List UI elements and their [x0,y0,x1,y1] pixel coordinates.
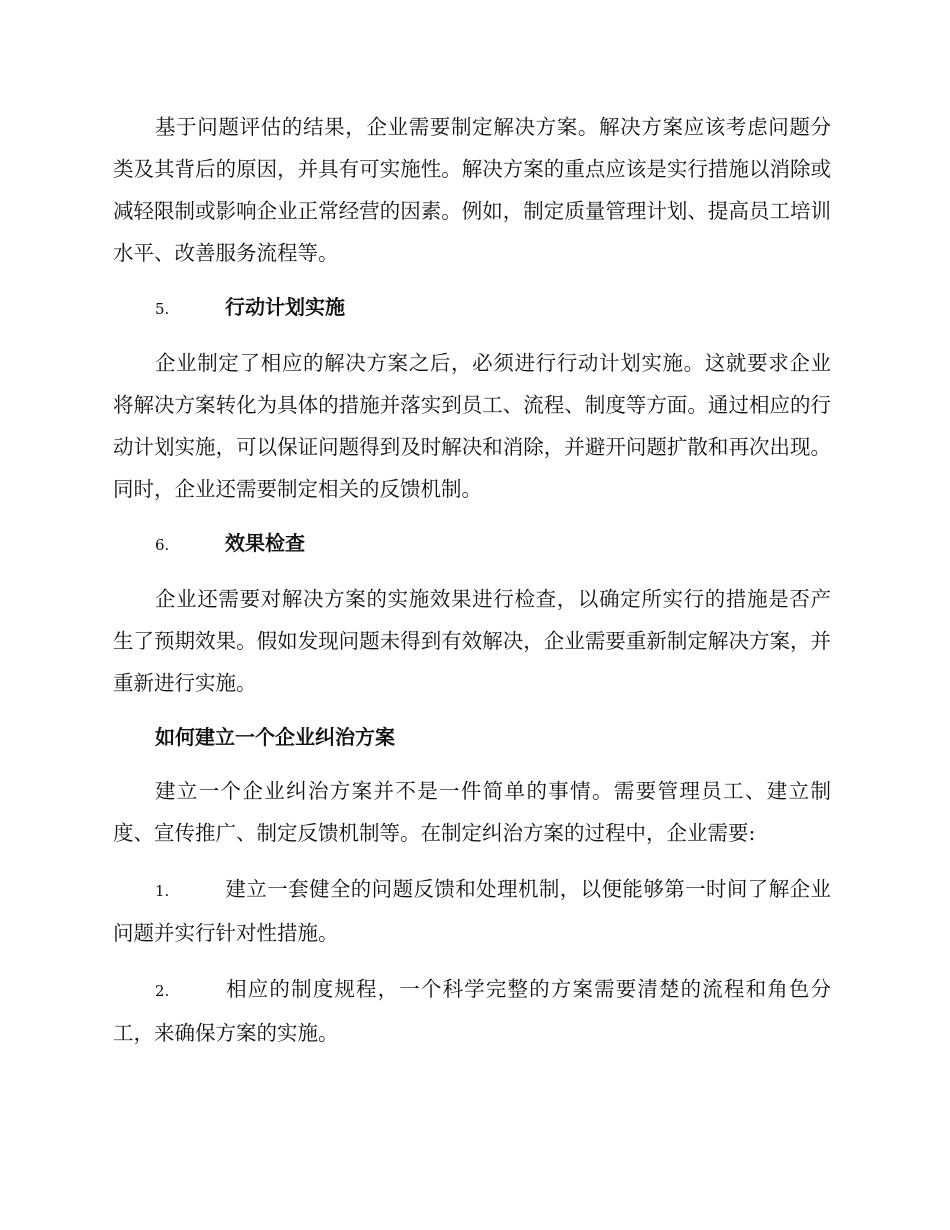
section-number: 5. [155,300,170,318]
list-text: 相应的制度规程，一个科学完整的方案需要清楚的流程和角色分工，来确保方案的实施。 [113,977,831,1045]
paragraph-solution: 基于问题评估的结果，企业需要制定解决方案。解决方案应该考虑问题分类及其背后的原因，并具有可实施性。解决方案的重点应该是实行措施以消除或减轻限制或影响企业正常经营的因素。例如，制定质量管理计划、提高员工培训水平、改善服务流程等。 [113,115,831,265]
section-title: 行动计划实施 [225,295,345,319]
list-number: 1. [155,882,170,900]
list-text: 建立一套健全的问题反馈和处理机制，以便能够第一时间了解企业问题并实行针对性措施。 [113,877,831,945]
section-title: 效果检查 [225,531,305,555]
heading-build-plan: 如何建立一个企业纠治方案 [155,725,395,749]
section-number: 6. [155,536,170,554]
paragraph-action: 企业制定了相应的解决方案之后，必须进行行动计划实施。这就要求企业将解决方案转化为具体的措施并落实到员工、流程、制度等方面。通过相应的行动计划实施，可以保证问题得到及时解决和消除，并避开问题扩散和再次出现。同时，企业还需要制定相关的反馈机制。 [113,351,831,501]
paragraph-build: 建立一个企业纠治方案并不是一件简单的事情。需要管理员工、建立制度、宣传推广、制定反馈机制等。在制定纠治方案的过程中，企业需要: [113,779,831,845]
list-number: 2. [155,982,170,1000]
list-item [113,868,831,954]
document-body [113,106,831,1054]
section-heading-6 [113,522,831,566]
list-item [113,968,831,1054]
paragraph-check: 企业还需要对解决方案的实施效果进行检查，以确定所实行的措施是否产生了预期效果。假如发现问题未得到有效解决，企业需要重新制定解决方案，并重新进行实施。 [113,587,831,695]
section-heading-5 [113,286,831,330]
